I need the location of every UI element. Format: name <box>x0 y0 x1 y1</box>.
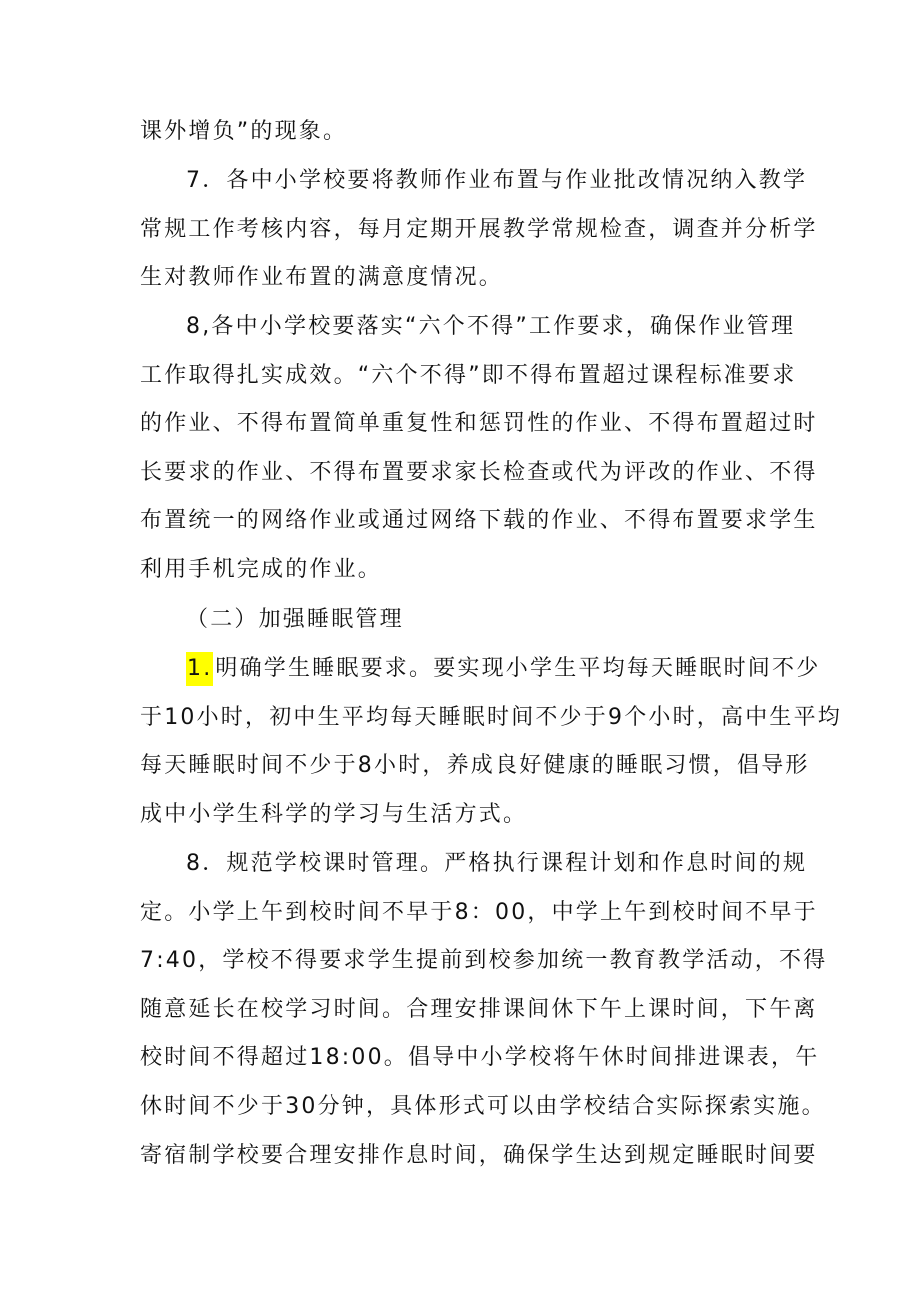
text-line: 工作取得扎实成效。“六个不得”即不得布置超过课程标准要求 <box>140 362 797 388</box>
paragraph-continuation <box>140 108 790 157</box>
text-line: 寄宿制学校要合理安排作息时间，确保学生达到规定睡眠时间要 <box>140 1142 818 1168</box>
text-line: 常规工作考核内容，每月定期开展教学常规检查，调查并分析学 <box>140 216 818 242</box>
text-line <box>140 645 821 694</box>
text-line: 课外增负”的现象。 <box>140 119 348 144</box>
text-line: 长要求的作业、不得布置要求家长检查或代为评改的作业、不得 <box>140 459 818 485</box>
text-line: 的作业、不得布置简单重复性和惩罚性的作业、不得布置超过时 <box>140 411 818 437</box>
text-line: 成中小学生科学的学习与生活方式。 <box>140 801 528 827</box>
text-line: 8,各中小学校要落实“六个不得”工作要求，确保作业管理 <box>186 314 796 339</box>
section-heading <box>140 596 790 645</box>
text-line: 随意延长在校学习时间。合理安排课间休下午上课时间，下午离 <box>140 996 818 1022</box>
text-line: 7．各中小学校要将教师作业布置与作业批改情况纳入教学 <box>186 168 808 193</box>
text-line: 7:40，学校不得要求学生提前到校参加统一教育教学活动，不得 <box>140 948 828 974</box>
text-line: 利用手机完成的作业。 <box>140 556 383 582</box>
paragraph-item-8-six-rules <box>140 303 818 595</box>
text-line: 于10小时，初中生平均每天睡眠时间不少于9个小时，高中生平均 <box>140 704 842 730</box>
text-line: 每天睡眠时间不少于8小时，养成良好健康的睡眠习惯，倡导形 <box>140 753 810 779</box>
text-line: 定。小学上午到校时间不早于8：00，中学上午到校时间不早于 <box>140 899 818 925</box>
text-line: 8．规范学校课时管理。严格执行课程计划和作息时间的规 <box>186 851 808 876</box>
paragraph-class-hours <box>140 840 828 1180</box>
text-line: 休时间不少于30分钟，具体形式可以由学校结合实际探索实施。 <box>140 1093 826 1119</box>
paragraph-sleep-requirements <box>140 645 842 839</box>
text-line: 布置统一的网络作业或通过网络下载的作业、不得布置要求学生 <box>140 508 818 534</box>
highlighted-marker: 1. <box>186 652 213 686</box>
heading-text: （二）加强睡眠管理 <box>186 607 404 632</box>
text-line: 校时间不得超过18:00。倡导中小学校将午休时间排进课表，午 <box>140 1045 820 1071</box>
text-line: 生对教师作业布置的满意度情况。 <box>140 265 504 291</box>
paragraph-item-7 <box>140 157 818 303</box>
text-line-content: 明确学生睡眠要求。要实现小学生平均每天睡眠时间不少 <box>215 656 821 681</box>
